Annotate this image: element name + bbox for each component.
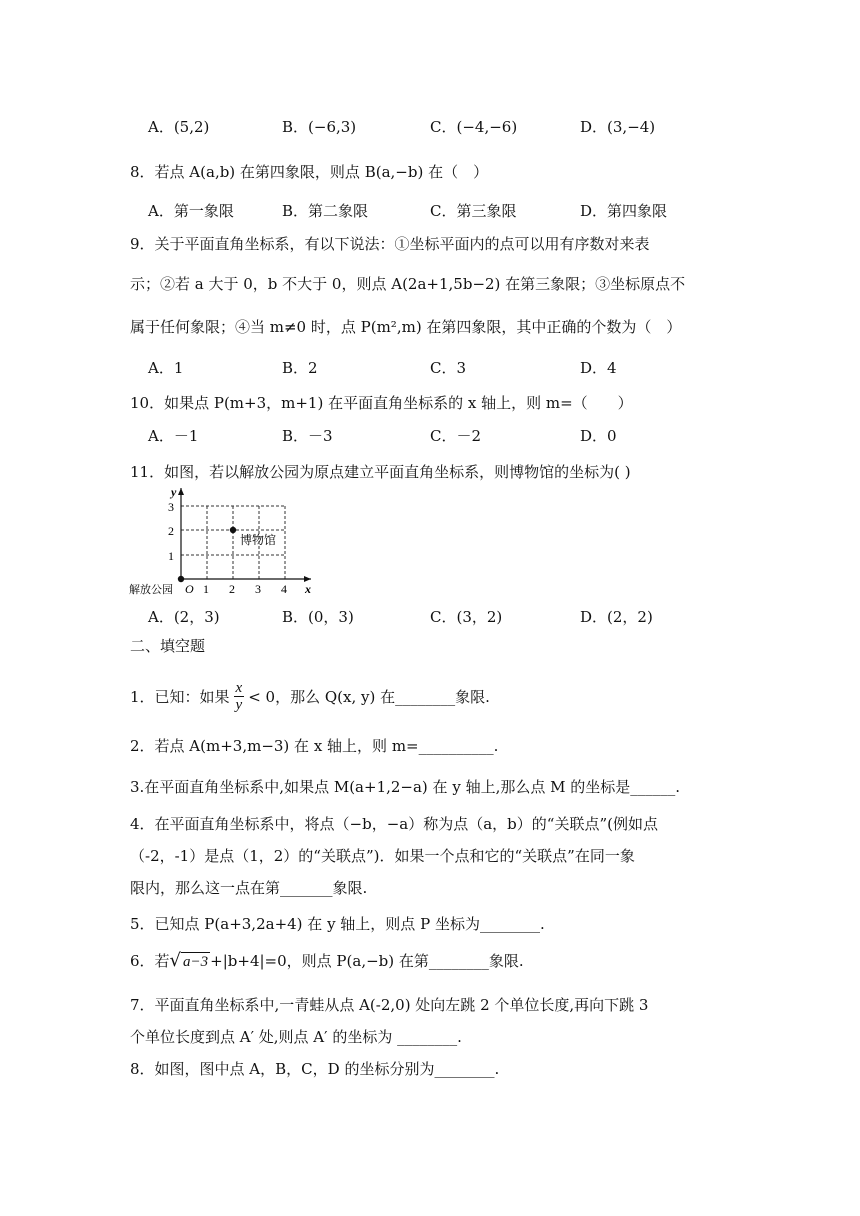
fill-q1-denominator: y <box>235 697 243 713</box>
fill-q6-suffix: +|b+4|=0，则点 P(a,−b) 在第________象限. <box>210 952 524 970</box>
figure-museum-point <box>230 527 236 533</box>
figure-origin-point <box>178 576 184 582</box>
q9-option-a: A．1 <box>148 359 184 377</box>
q10-option-b: B．－3 <box>282 427 333 445</box>
fill-q3: 3.在平面直角坐标系中,如果点 M(a+1,2−a) 在 y 轴上,那么点 M 的坐标是______. <box>130 778 680 796</box>
figure-museum-label: 博物馆 <box>240 533 277 547</box>
figure-y-tick-2: 2 <box>168 524 174 538</box>
figure-origin-label: O <box>185 582 194 596</box>
fill-q1-fraction <box>234 680 245 713</box>
q7-option-b: B．(−6,3) <box>282 118 357 136</box>
fill-q8: 8．如图，图中点 A，B，C，D 的坐标分别为________. <box>130 1060 500 1078</box>
fill-q6-radicand: a−3 <box>183 953 209 970</box>
figure-y-label: y <box>171 485 177 499</box>
figure-x-tick-3: 3 <box>255 582 261 596</box>
q9-option-d: D．4 <box>580 359 617 377</box>
q8-option-c: C．第三象限 <box>430 202 517 220</box>
fill-q5: 5．已知点 P(a+3,2a+4) 在 y 轴上，则点 P 坐标为________. <box>130 915 545 933</box>
q7-option-a: A．(5,2) <box>148 118 210 136</box>
fill-q4-line3: 限内，那么这一点在第_______象限. <box>130 879 368 897</box>
q11-option-b: B．(0，3) <box>282 608 354 626</box>
fill-q1-suffix: < 0，那么 Q(x, y) 在________象限. <box>248 687 490 706</box>
section-title: 二、填空题 <box>130 637 206 655</box>
q11-option-c: C．(3，2) <box>430 608 503 626</box>
q11-option-a: A．(2，3) <box>148 608 220 626</box>
figure-y-tick-3: 3 <box>168 500 174 514</box>
fill-q1-prefix: 1．已知：如果 <box>130 687 230 706</box>
q9-option-b: B．2 <box>282 359 318 377</box>
fill-q6 <box>130 950 524 972</box>
q9-stem-line3: 属于任何象限；④当 m≠0 时，点 P(m²,m) 在第四象限，其中正确的个数为（ ） <box>130 318 682 336</box>
q7-option-c: C．(−4,−6) <box>430 118 518 136</box>
q8-option-d: D．第四象限 <box>580 202 668 220</box>
q11-option-d: D．(2，2) <box>580 608 653 626</box>
figure-x-tick-2: 2 <box>229 582 235 596</box>
figure-x-tick-4: 4 <box>281 582 287 596</box>
fill-q1 <box>130 680 490 713</box>
q8-option-a: A．第一象限 <box>148 202 234 220</box>
q10-option-c: C．－2 <box>430 427 482 445</box>
q10-option-d: D．0 <box>580 427 617 445</box>
q10-option-a: A．－1 <box>148 427 199 445</box>
fill-q7-line2: 个单位长度到点 A′ 处,则点 A′ 的坐标为 ________. <box>130 1028 462 1046</box>
fill-q4-line2: （-2，-1）是点（1，2）的“关联点”)．如果一个点和它的“关联点”在同一象 <box>130 847 635 865</box>
figure-y-tick-1: 1 <box>168 549 174 563</box>
q9-option-c: C．3 <box>430 359 467 377</box>
sqrt-icon: √ <box>169 950 182 971</box>
q11-coordinate-figure <box>128 482 328 602</box>
figure-park-label: 解放公园 <box>129 584 173 596</box>
q8-stem: 8．若点 A(a,b) 在第四象限，则点 B(a,−b) 在（ ） <box>130 163 489 181</box>
figure-x-label: x <box>305 582 311 596</box>
figure-x-tick-1: 1 <box>203 582 209 596</box>
q9-stem-line1: 9．关于平面直角坐标系，有以下说法：①坐标平面内的点可以用有序数对来表 <box>130 235 650 253</box>
q8-option-b: B．第二象限 <box>282 202 369 220</box>
fill-q4-line1: 4．在平面直角坐标系中，将点（−b，−a）称为点（a，b）的“关联点”(例如点 <box>130 815 658 833</box>
q9-stem-line2: 示；②若 a 大于 0，b 不大于 0，则点 A(2a+1,5b−2) 在第三象限；③坐标原点不 <box>130 275 686 293</box>
fill-q1-numerator: x <box>235 680 243 696</box>
fill-q6-prefix: 6．若 <box>130 952 170 970</box>
fill-q2: 2．若点 A(m+3,m−3) 在 x 轴上，则 m=__________. <box>130 737 499 755</box>
figure-y-arrow <box>178 488 184 495</box>
q7-option-d: D．(3,−4) <box>580 118 656 136</box>
fill-q7-line1: 7．平面直角坐标系中,一青蛙从点 A(-2,0) 处向左跳 2 个单位长度,再向下跳 3 <box>130 996 649 1014</box>
q10-stem: 10．如果点 P(m+3，m+1) 在平面直角坐标系的 x 轴上，则 m=（ ） <box>130 394 633 412</box>
q11-stem: 11．如图，若以解放公园为原点建立平面直角坐标系，则博物馆的坐标为( ) <box>130 463 631 481</box>
